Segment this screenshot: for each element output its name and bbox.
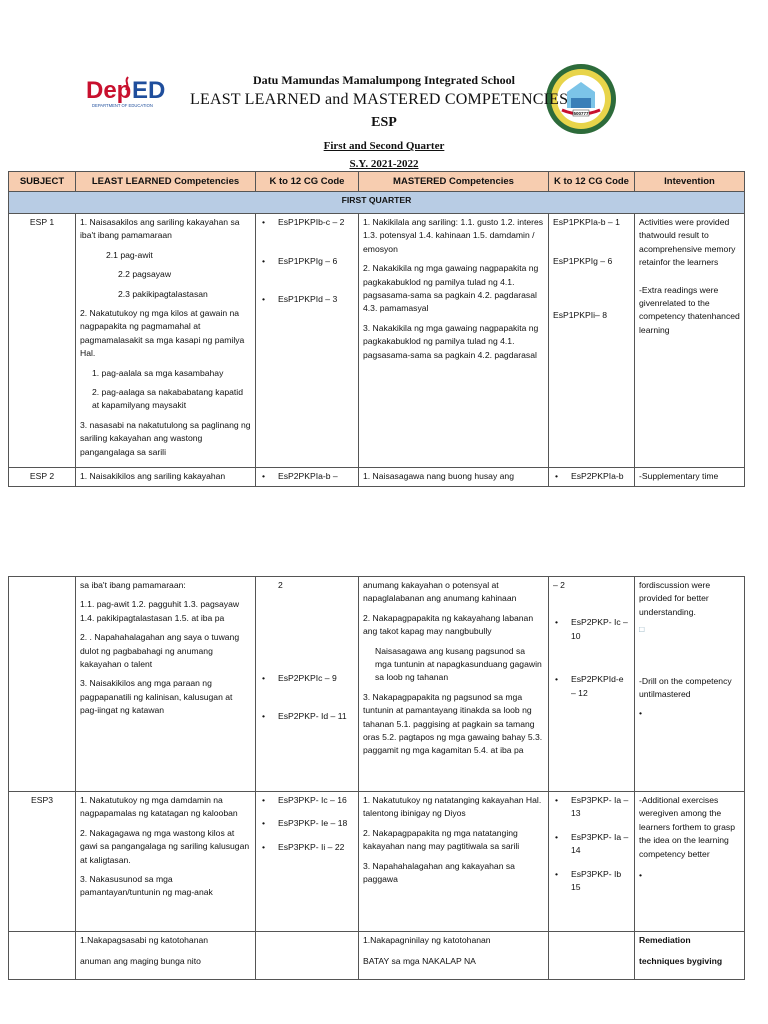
intervention-cell [635,577,745,792]
subject-heading: ESP [371,115,397,130]
mastered-cell [359,792,549,932]
document-title: LEAST LEARNED and MASTERED COMPETENCIES [190,91,569,108]
list-item: 2. Nakapagpapakita ng mga natatanging kakayahan nang may pagtitiwala sa sarili [363,827,520,852]
list-item: 1. Nakikilala ang sariling: 1.1. gusto 1.2. interes 1.3. potensyal 1.4. kahinaan 1.5. damdamin / emosyon [363,217,544,254]
list-item: • EsP1PKPId – 3 [260,293,354,306]
list-item: 3. Naisakikilos ang mga paraan ng pagpapanatili ng kalinisan, kalusugan at pag-iingat ng katawan [80,678,233,716]
mastered-cell [359,932,549,980]
list-item: EsP1PKPIi– 8 [553,309,607,320]
period-heading: First and Second Quarter [323,140,445,152]
list-item: 2. pag-aalaga sa nakababatang kapatid at kapamilyang maysakit [92,387,243,411]
list-item: EsP1PKPIa-b – 1 [553,217,620,227]
list-item: EsP1PKPIg – 6 [553,256,613,267]
list-item: 1. pag-aalala sa mga kasambahay [92,367,224,378]
list-item: anuman ang maging bunga nito [80,956,201,967]
list-item: 1.Nakapagsasabi ng katotohanan [80,935,209,945]
intervention-cell [635,932,745,980]
subject-cell [9,932,76,980]
list-item: 2.2 pagsayaw [118,269,172,280]
list-item: 3. Nakapagpapakita ng pagsunod sa mga tuntunin at pamantayang itinakda sa loob ng tahanan 5.1. paggising at pagkain sa tamang oras 5.2. pagtapos ng mga gawaing bahay 5.3. paggamit ng mga kagamitan 5.4. at iba pa [363,691,543,756]
svg-text:Dep: Dep [86,77,132,104]
intervention-cell [635,792,745,932]
competencies-table-page-1 [8,171,745,487]
table-row-esp2 [9,468,745,486]
list-item: 2. Nakapagpapakita ng kakayahang labanan ang takot kapag may nangbubully [363,612,534,637]
list-item: 1.1. pag-awit 1.2. pagguhit 1.3. pagsayaw 1.4. pakikipagtalastasan 1.5. at iba pa [80,599,240,623]
column-header-code: K to 12 CG Code [256,172,359,192]
list-item: 3. nasasabi na nakatutulong sa paglinang ng sariling kakayahan ang wastong pangangalaga sa sarili [80,419,251,457]
least-learned-cell [76,932,256,980]
code-cell-2 [549,792,635,932]
list-item: techniques bygiving [639,956,723,967]
intervention-cell: -Supplementary time [635,468,745,486]
code-cell [256,577,359,792]
list-item: • EsP3PKP- Ia – 14 [553,831,630,858]
quarter-label: FIRST QUARTER [9,192,745,214]
mastered-cell [359,214,549,468]
list-item: • EsP3PKP- Ic – 16 [260,794,354,807]
column-header-subject: SUBJECT [9,172,76,192]
table-row-esp1 [9,214,745,468]
list-item: 1. Nakatutukoy ng mga damdamin na nagpapamalas ng katatagan ng kalooban [80,795,238,819]
list-item: Activities were provided thatwould result to acomprehensive memory retainfor the learners [639,217,736,268]
mastered-cell: 1. Naisasagawa nang buong husay ang [359,468,549,486]
list-item: sa iba't ibang pamamaraan: [80,580,186,590]
quarter-row [9,192,745,214]
list-item: • EsP2PKPId-e – 12 [553,673,630,700]
list-item: • EsP2PKP- Id – 11 [260,710,354,723]
school-year: S.Y. 2021-2022 [349,158,419,170]
list-item: 2. Nakagagawa ng mga wastong kilos at gawi sa pangangalaga ng sariling kalusugan at kaligtasan. [80,827,250,865]
subject-cell: ESP 1 [9,214,76,468]
list-item: • EsP1PKPIb-c – 2 [260,216,354,229]
code-cell [256,932,359,980]
list-item: 2. Nakakikila ng mga gawaing nagpapakita ng pagkakabuklod ng pamilya tulad ng 4.1. pagsasama-sama sa pagkain 4.2. pagdarasal 4.3. pamamasyal [363,263,539,314]
code-cell [256,214,359,468]
list-item: • EsP2PKPIa-b – [260,470,354,483]
column-header-least-learned: LEAST LEARNED Competencies [76,172,256,192]
column-header-code-2: K to 12 CG Code [549,172,635,192]
subject-cell [9,577,76,792]
list-item: BATAY sa mga NAKALAP NA [363,956,476,967]
list-item: • EsP2PKP- Ic – 10 [553,616,630,643]
code-cell [256,792,359,932]
table-header-row [9,172,745,192]
code-cell-2 [549,577,635,792]
table-row-last [9,932,745,980]
least-learned-cell [76,214,256,468]
list-item: 2.1 pag-awit [106,249,153,260]
code-cell-2 [549,932,635,980]
list-item: 2 [278,580,283,590]
least-learned-cell: 1. Naisakikilos ang sariling kakayahan [76,468,256,486]
subject-cell: ESP3 [9,792,76,932]
list-item: • EsP3PKP- Ib 15 [553,868,630,895]
svg-text:ED: ED [132,77,166,104]
list-item: anumang kakayahan o potensyal at napaglalabanan ang anumang kahinaan [363,580,517,604]
table-row-esp3 [9,792,745,932]
list-item: -Drill on the competency untilmastered [639,675,732,700]
least-learned-cell [76,577,256,792]
list-item: 1.Nakapagninilay ng katotohanan [363,935,491,945]
list-item: • EsP2PKPIa-b [553,470,630,483]
list-item: fordiscussion were provided for better understanding. [639,580,711,617]
list-item: • EsP3PKP- Ia – 13 [553,794,630,821]
code-cell-2 [549,468,635,486]
list-item: 2.3 pakikipagtalastasan [118,288,208,299]
list-item: • EsP2PKPIc – 9 [260,672,354,685]
list-item: Naisasagawa ang kusang pagsunod sa mga tuntunin at napagkasunduang gagawin sa loob ng tahanan [375,645,542,683]
list-item: 1. Nakatutukoy ng natatanging kakayahan Hal. talentong ibinigay ng Diyos [363,795,542,819]
least-learned-cell [76,792,256,932]
subject-cell: ESP 2 [9,468,76,486]
code-cell [256,468,359,486]
list-item: 1. Naisasakilos ang sariling kakayahan sa iba't ibang pamamaraan [80,217,240,241]
list-item: 3. Nakakikila ng mga gawaing nagpapakita ng pagkakabuklod ng pamilya tulad ng 4.1. pagsasama-sama sa pagkain 4.2. pagdarasal [363,322,539,360]
table-row-esp2-continued [9,577,745,792]
seal-number: 500777 [573,111,589,116]
bullet-icon [639,707,740,720]
list-item: • EsP1PKPIg – 6 [260,255,354,268]
list-item: Remediation [639,935,691,945]
list-item: 2. . Napahahalagahan ang saya o tuwang dulot ng pagbabahagi ng anumang kakayahan o talent [80,632,240,670]
code-cell-2 [549,214,635,468]
bullet-icon [639,869,740,882]
checkbox-glyph-icon: □ [639,624,645,635]
list-item: -Extra readings were givenrelated to the competency thatenhanced learning [639,284,740,335]
list-item: • EsP3PKP- Ii – 22 [260,841,354,854]
list-item: 2. Nakatutukoy ng mga kilos at gawain na nagpapakita ng pagmamahal at pagmamalasakit sa mga kasapi ng pamilya Hal. [80,308,245,359]
list-item: -Additional exercises weregiven among the learners forthem to grasp the idea on the learning competency better [639,795,736,859]
list-item: – 2 [553,580,565,590]
list-item: • EsP3PKP- Ie – 18 [260,817,354,830]
column-header-mastered: MASTERED Competencies [359,172,549,192]
list-item: 3. Napahahalagahan ang kakayahan sa paggawa [363,860,515,885]
intervention-cell [635,214,745,468]
document-header [0,0,768,172]
competencies-table-page-2 [8,576,745,980]
column-header-intervention: Intevention [635,172,745,192]
mastered-cell [359,577,549,792]
deped-logo-subtext: DEPARTMENT OF EDUCATION [92,103,153,108]
school-name: Datu Mamundas Mamalumpong Integrated School [252,73,516,87]
list-item: 3. Nakasusunod sa mga pamantayan/tuntunin ng mag-anak [80,874,213,898]
